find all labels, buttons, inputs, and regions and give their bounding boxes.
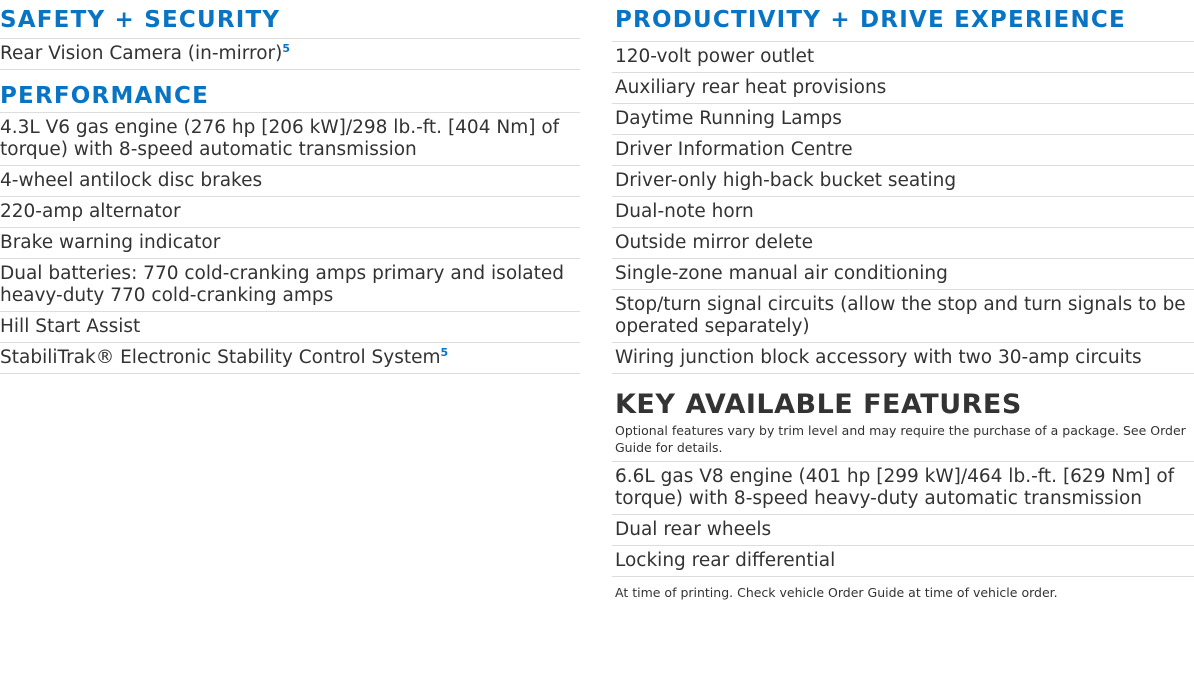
productivity-heading: PRODUCTIVITY + DRIVE EXPERIENCE — [615, 7, 1126, 33]
list-item: 120-volt power outlet — [612, 41, 1194, 72]
list-item — [0, 342, 580, 374]
list-item: Wiring junction block accessory with two 30-amp circuits — [612, 342, 1194, 374]
list-item: Dual rear wheels — [612, 514, 1194, 545]
item-text: Hill Start Assist — [0, 316, 141, 337]
list-item — [0, 227, 580, 258]
list-item: Daytime Running Lamps — [612, 103, 1194, 134]
productivity-list — [612, 41, 1194, 374]
key-features-list — [612, 461, 1194, 577]
footnote-marker[interactable]: 5 — [440, 345, 449, 359]
list-item — [0, 165, 580, 196]
performance-heading: PERFORMANCE — [0, 83, 209, 109]
list-item — [0, 311, 580, 342]
item-text: Dual batteries: 770 cold-cranking amps primary and isolated heavy-duty 770 cold-cranking amps — [0, 263, 564, 306]
safety-heading: SAFETY + SECURITY — [0, 7, 281, 33]
item-text: StabiliTrak® Electronic Stability Control System — [0, 347, 441, 368]
key-features-subtext: Optional features vary by trim level and may require the purchase of a package. See Order Guide for details. — [615, 423, 1186, 455]
item-text: Brake warning indicator — [0, 232, 221, 253]
item-text: 4.3L V6 gas engine (276 hp [206 kW]/298 lb.-ft. [404 Nm] of torque) with 8-speed automatic transmission — [0, 117, 560, 160]
left-column — [0, 0, 580, 374]
footnote-text: At time of printing. Check vehicle Order Guide at time of vehicle order. — [615, 585, 1058, 600]
key-features-heading: KEY AVAILABLE FEATURES — [615, 389, 1022, 420]
list-item: Single-zone manual air conditioning — [612, 258, 1194, 289]
list-item — [0, 112, 580, 165]
list-item — [0, 196, 580, 227]
list-item: Locking rear differential — [612, 545, 1194, 577]
list-item: Dual-note horn — [612, 196, 1194, 227]
list-item: Stop/turn signal circuits (allow the stop and turn signals to be operated separately) — [612, 289, 1194, 342]
footnote-marker[interactable]: 5 — [282, 41, 290, 55]
list-item: Driver-only high-back bucket seating — [612, 165, 1194, 196]
list-item: Outside mirror delete — [612, 227, 1194, 258]
list-item: 6.6L gas V8 engine (401 hp [299 kW]/464 lb.-ft. [629 Nm] of torque) with 8-speed heavy-duty automatic transmission — [612, 461, 1194, 514]
item-text: 4-wheel antilock disc brakes — [0, 170, 263, 191]
list-item: Driver Information Centre — [612, 134, 1194, 165]
performance-list — [0, 112, 580, 374]
list-item: Auxiliary rear heat provisions — [612, 72, 1194, 103]
safety-list — [0, 38, 580, 70]
list-item — [0, 38, 580, 70]
right-column — [612, 0, 1194, 601]
item-text: 220-amp alternator — [0, 201, 181, 222]
list-item — [0, 258, 580, 311]
item-text: Rear Vision Camera (in-mirror) — [0, 43, 283, 64]
